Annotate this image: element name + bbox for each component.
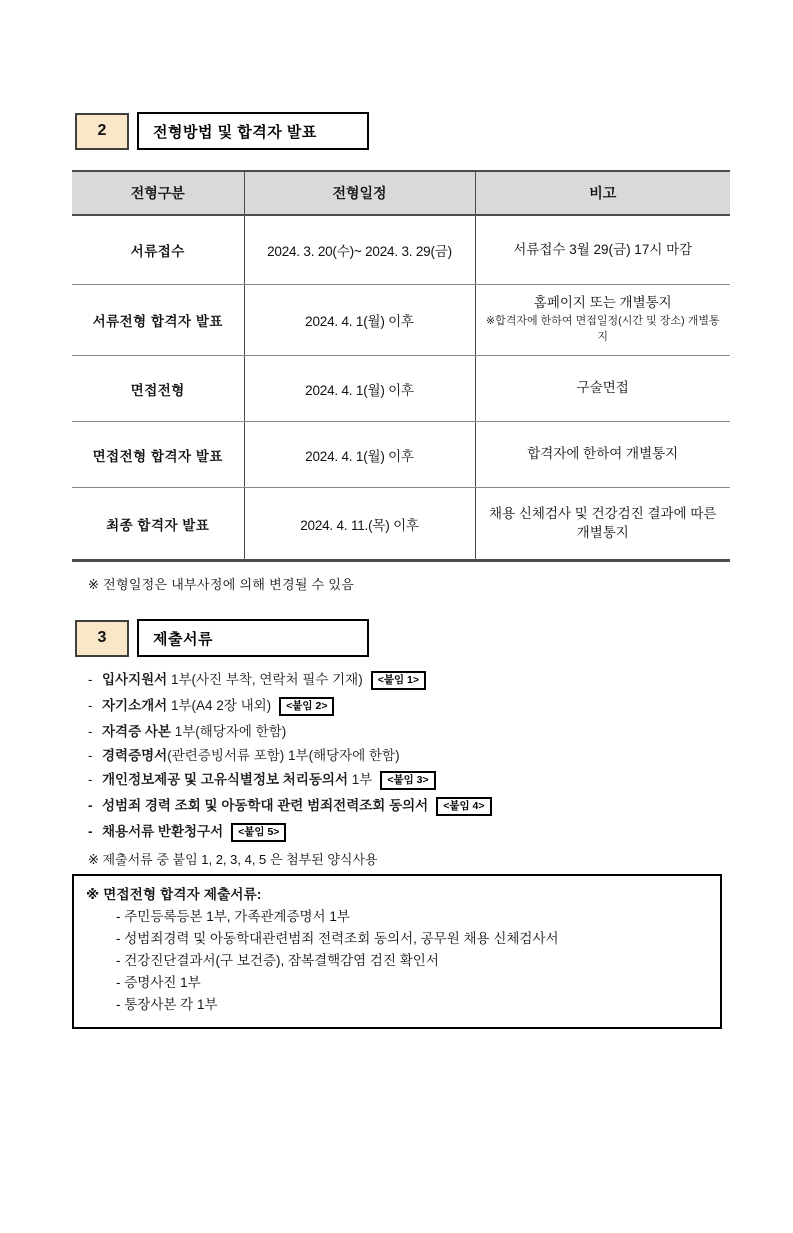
list-item — [88, 723, 793, 740]
note-main: 구술면접 — [576, 380, 629, 396]
row-note — [475, 285, 730, 356]
doc-detail: 1부(해당자에 한함) — [170, 724, 287, 739]
table-row — [72, 422, 730, 488]
doc-detail: 1부 — [348, 772, 373, 787]
attachment-tag: <붙임 5> — [231, 823, 286, 842]
row-category: 면접전형 합격자 발표 — [72, 422, 244, 488]
list-item — [88, 823, 793, 842]
box-item: - 성범죄경력 및 아동학대관련범죄 전력조회 동의서, 공무원 채용 신체검사서 — [116, 931, 559, 946]
doc-name: 성범죄 경력 조회 및 아동학대 관련 범죄전력조회 동의서 — [102, 798, 429, 813]
table-row — [72, 356, 730, 422]
list-dash: - — [88, 672, 93, 687]
selection-schedule-table — [72, 170, 730, 562]
table-header-row — [72, 171, 730, 215]
doc-name: 입사지원서 — [102, 672, 168, 687]
doc-name: 개인정보제공 및 고유식별정보 처리동의서 — [102, 772, 348, 787]
list-item — [88, 771, 793, 790]
attachment-tag: <붙임 2> — [279, 697, 334, 716]
section-3-header — [75, 619, 793, 657]
schedule-change-footnote: ※ 전형일정은 내부사정에 의해 변경될 수 있음 — [88, 577, 355, 592]
section-2-title: 전형방법 및 합격자 발표 — [137, 112, 369, 150]
table-row — [72, 488, 730, 561]
list-dash: - — [88, 772, 93, 787]
col-header-note: 비고 — [475, 171, 730, 215]
note-sub: ※합격자에 한하여 면접일정(시간 및 장소) 개별통지 — [485, 315, 720, 343]
row-note — [475, 356, 730, 422]
interview-passers-documents-box — [72, 874, 722, 1029]
list-dash: - — [88, 798, 93, 813]
row-category: 서류접수 — [72, 215, 244, 285]
attachment-forms-footnote: ※ 제출서류 중 붙임 1, 2, 3, 4, 5 은 첨부된 양식사용 — [88, 852, 378, 867]
list-item — [88, 747, 793, 764]
row-note — [475, 488, 730, 561]
row-category: 면접전형 — [72, 356, 244, 422]
doc-name: 자격증 사본 — [102, 724, 171, 739]
list-item — [88, 671, 793, 690]
section-3-number-badge: 3 — [75, 620, 129, 657]
doc-name: 자기소개서 — [102, 698, 168, 713]
section-2-header — [75, 112, 793, 150]
list-dash: - — [88, 824, 93, 839]
row-category: 서류전형 합격자 발표 — [72, 285, 244, 356]
doc-name: 채용서류 반환청구서 — [102, 824, 224, 839]
doc-detail: (관련증빙서류 포함) 1부(해당자에 한함) — [167, 748, 400, 763]
row-schedule: 2024. 4. 1(월) 이후 — [244, 422, 475, 488]
row-category: 최종 합격자 발표 — [72, 488, 244, 561]
row-note — [475, 422, 730, 488]
box-item: - 통장사본 각 1부 — [116, 997, 218, 1012]
submission-document-list — [88, 671, 793, 842]
table-row — [72, 285, 730, 356]
row-schedule: 2024. 3. 20(수)~ 2024. 3. 29(금) — [244, 215, 475, 285]
attachment-tag: <붙임 4> — [436, 797, 491, 816]
box-title: ※ 면접전형 합격자 제출서류: — [86, 887, 262, 902]
list-dash: - — [88, 748, 93, 763]
section-3-title: 제출서류 — [137, 619, 369, 657]
note-main: 서류접수 3월 29(금) 17시 마감 — [513, 241, 693, 257]
table-row — [72, 215, 730, 285]
section-2-number-badge: 2 — [75, 113, 129, 150]
box-item: - 증명사진 1부 — [116, 975, 201, 990]
box-item: - 건강진단결과서(구 보건증), 잠복결핵감염 검진 확인서 — [116, 953, 439, 968]
list-dash: - — [88, 724, 93, 739]
note-main: 홈페이지 또는 개별통지 — [533, 295, 672, 311]
list-item — [88, 797, 793, 816]
attachment-tag: <붙임 3> — [380, 771, 435, 790]
row-note — [475, 215, 730, 285]
row-schedule: 2024. 4. 1(월) 이후 — [244, 356, 475, 422]
col-header-schedule: 전형일정 — [244, 171, 475, 215]
box-item: - 주민등록등본 1부, 가족관계증명서 1부 — [116, 909, 350, 924]
list-item — [88, 697, 793, 716]
note-main: 합격자에 한하여 개별통지 — [527, 446, 679, 462]
list-dash: - — [88, 698, 93, 713]
attachment-tag: <붙임 1> — [371, 671, 426, 690]
note-main: 채용 신체검사 및 건강검진 결과에 따른 개별통지 — [489, 505, 717, 540]
doc-detail: 1부(사진 부착, 연락처 필수 기재) — [167, 672, 363, 687]
document-page — [0, 112, 793, 1029]
doc-detail: 1부(A4 2장 내외) — [167, 698, 272, 713]
row-schedule: 2024. 4. 11.(목) 이후 — [244, 488, 475, 561]
col-header-category: 전형구분 — [72, 171, 244, 215]
row-schedule: 2024. 4. 1(월) 이후 — [244, 285, 475, 356]
doc-name: 경력증명서 — [102, 748, 168, 763]
